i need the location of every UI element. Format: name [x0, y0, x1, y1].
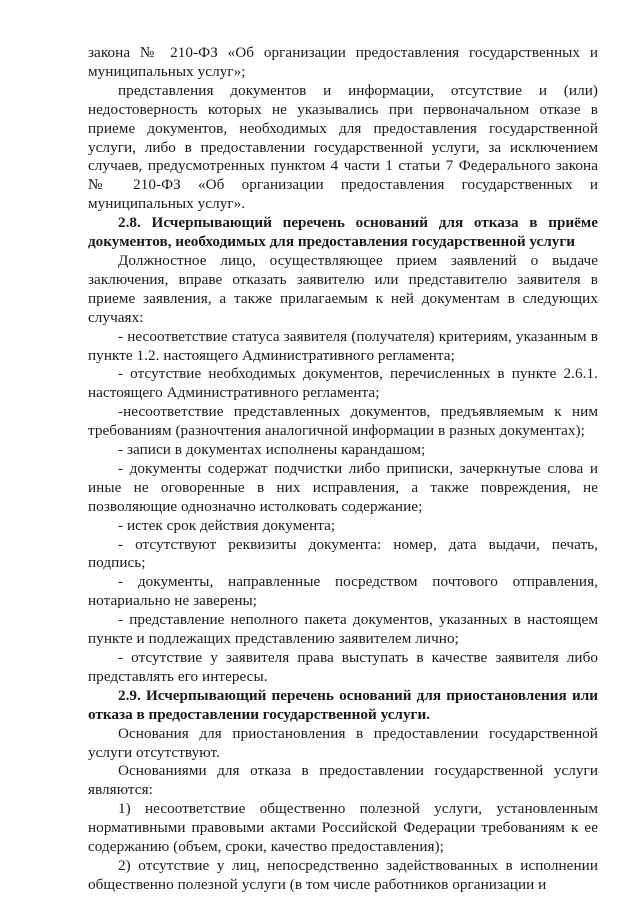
list-item-ground-2: 2) отсутствие у лиц, непосредственно задействованных в исполнении общественно полезной услуги (в том числе работников организации и — [88, 856, 598, 893]
list-item-status-mismatch: - несоответствие статуса заявителя (получателя) критериям, указанным в пункте 1.2. настоящего Административного регламента; — [88, 327, 598, 364]
paragraph-official-may-refuse: Должностное лицо, осуществляющее прием заявлений о выдаче заключения, вправе отказать заявителю или представителю заявителя в приеме заявления, а также прилагаемым к ней документам в следующих случаях: — [88, 251, 598, 326]
list-item-ground-1: 1) несоответствие общественно полезной услуги, установленным нормативными правовыми актами Российской Федерации требованиям к ее содержанию (объем, сроки, качество предоставления); — [88, 800, 598, 856]
paragraph-refusal-grounds: Основаниями для отказа в предоставлении государственной услуги являются: — [88, 762, 598, 799]
paragraph-no-suspension: Основания для приостановления в предоставлении государственной услуги отсутствуют. — [88, 724, 598, 761]
list-item-pencil: - записи в документах исполнены карандашом; — [118, 441, 426, 459]
list-item-missing-docs: - отсутствие необходимых документов, перечисленных в пункте 2.6.1. настоящего Административного регламента; — [88, 365, 598, 402]
paragraph-law-210-end: закона № 210-ФЗ «Об организации предоставления государственных и муниципальных услуг»; — [88, 44, 598, 80]
list-item-incomplete-package: - представление неполного пакета документов, указанных в настоящем пункте и подлежащих представлению заявителем лично; — [88, 611, 598, 648]
list-item-expired: - истек срок действия документа; — [118, 516, 336, 534]
list-item-docs-mismatch: -несоответствие представленных документов, предъявляемым к ним требованиям (разночтения аналогичной информации в разных документах); — [88, 403, 598, 440]
paragraph-missing-documents: представления документов и информации, отсутствие и (или) недостоверность которых не указывались при первоначальном отказе в приеме документов, необходимых для предоставления государственной услуги, либо в предоставлении государственной услуги, за исключением случаев, предусмотренных пунктом 4 части 1 статьи 7 Федерального закона № 210-ФЗ «Об организации предоставления государственных и муниципальных услуг». — [88, 81, 598, 213]
section-heading-2-9: 2.9. Исчерпывающий перечень оснований для приостановления или отказа в предоставлении государственной услуги. — [88, 686, 598, 723]
list-item-corrections: - документы содержат подчистки либо приписки, зачеркнутые слова и иные не оговоренные в них исправления, а также повреждения, не позволяющие однозначно истолковать содержание; — [88, 459, 598, 515]
list-item-not-notarized: - документы, направленные посредством почтового отправления, нотариально не заверены; — [88, 573, 598, 610]
list-item-no-right: - отсутствие у заявителя права выступать в качестве заявителя либо представлять его интересы. — [88, 649, 598, 685]
list-item-no-requisites: - отсутствуют реквизиты документа: номер, дата выдачи, печать, подпись; — [88, 535, 598, 572]
section-heading-2-8: 2.8. Исчерпывающий перечень оснований для отказа в приёме документов, необходимых для предоставления государственной услуги — [88, 214, 598, 251]
